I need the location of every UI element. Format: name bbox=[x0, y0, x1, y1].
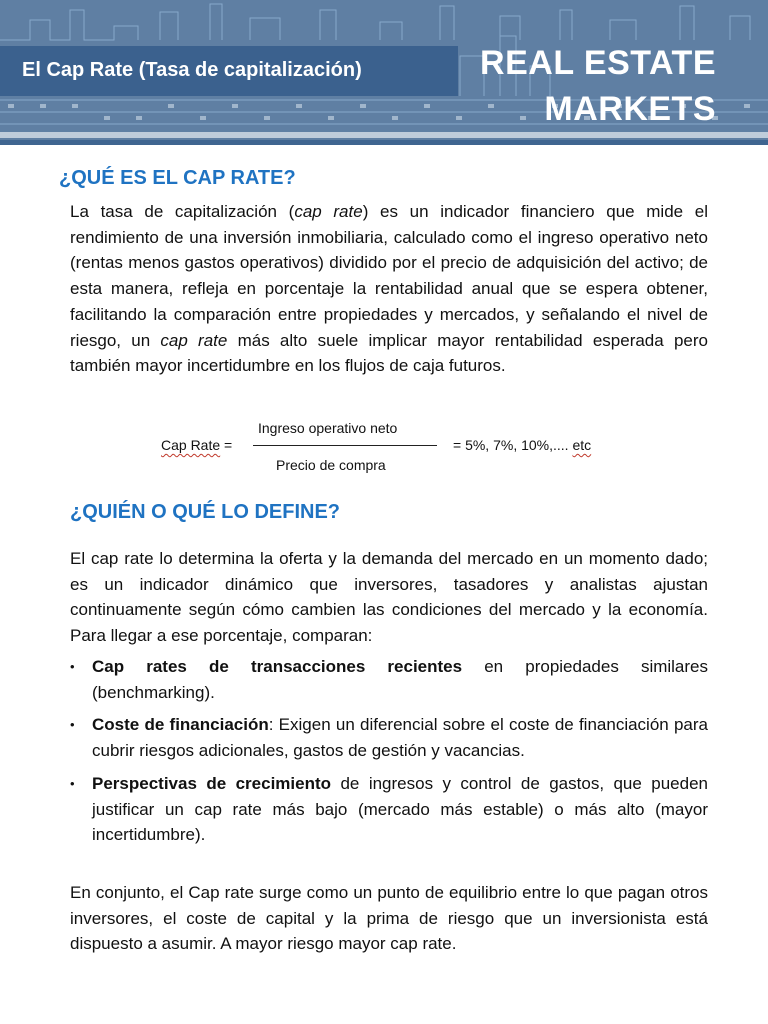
formula-denominator: Precio de compra bbox=[276, 457, 386, 473]
brand-line-2: MARKETS bbox=[544, 90, 716, 128]
paragraph-intro: El cap rate lo determina la oferta y la demanda del mercado en un momento dado; es un indicador dinámico que inversores, tasadores y analistas ajustan continuamente según cómo cambien las condiciones del mercado y la economía. Para llegar a ese porcentaje, comparan: bbox=[70, 549, 708, 646]
text-run: más alto suele implicar mayor rentabilidad esperada pero también mayor incertidumbre en los flujos de caja futuros. bbox=[70, 330, 708, 376]
list-item-text: de ingresos y control de gastos, que pueden justificar un cap rate más bajo (mercado más estable) o más alto (mayor incertidumbre). bbox=[92, 773, 708, 845]
section-heading-what-is: ¿QUÉ ES EL CAP RATE? bbox=[59, 167, 296, 189]
bullet-icon: • bbox=[70, 659, 75, 674]
cap-rate-formula bbox=[0, 415, 768, 479]
factor-list bbox=[70, 654, 708, 855]
brand-line-1: REAL ESTATE bbox=[480, 44, 716, 82]
section-heading-who-defines: ¿QUIÉN O QUÉ LO DEFINE? bbox=[70, 501, 341, 523]
list-item-text: en propiedades similares (benchmarking). bbox=[92, 657, 709, 702]
formula-result-etc: etc bbox=[572, 437, 592, 453]
header-banner bbox=[0, 0, 768, 145]
list-item-text: : Exigen un diferencial sobre el coste de financiación para cubrir riesgos adicionales, gastos de gestión y vacancias. bbox=[92, 715, 708, 761]
list-item bbox=[70, 654, 708, 705]
brand-logo-text bbox=[480, 40, 716, 132]
bullet-icon: • bbox=[70, 775, 75, 791]
formula-label-term: Cap Rate bbox=[161, 437, 221, 453]
emphasis-cap-rate: cap rate bbox=[160, 330, 228, 350]
formula-result-values: = 5%, 7%, 10%,.... bbox=[453, 437, 573, 453]
formula-result bbox=[453, 437, 591, 453]
emphasis-cap-rate: cap rate bbox=[294, 202, 363, 221]
formula-numerator: Ingreso operativo neto bbox=[258, 420, 398, 436]
document-title: El Cap Rate (Tasa de capitalización) bbox=[22, 59, 362, 81]
list-item bbox=[70, 712, 708, 763]
fraction-bar bbox=[253, 445, 437, 446]
text-run: La tasa de capitalización ( bbox=[70, 202, 295, 221]
list-item-bold: Coste de financiación bbox=[92, 715, 269, 735]
formula-equals: = bbox=[220, 437, 233, 453]
bullet-icon: • bbox=[70, 717, 75, 733]
paragraph-definition bbox=[70, 199, 708, 379]
text-run: ) es un indicador financiero que mide el rendimiento de una inversión inmobiliaria, calculado como el ingreso operativo neto (rentas menos gastos operativos) dividido por el precio de adquisición del activo; de esta manera, refleja en porcentaje la rentabilidad anual que se espera obtener, facilitando la comparación entre propiedades y mercados, y señalando el nivel de riesgo, un bbox=[70, 202, 709, 350]
paragraph-conclusion: En conjunto, el Cap rate surge como un punto de equilibrio entre lo que pagan otros inversores, el coste de capital y la prima de riesgo que un inversionista está dispuesto a asumir. A mayor riesgo mayor cap rate. bbox=[70, 883, 708, 954]
formula-label bbox=[161, 437, 232, 453]
list-item-bold: Cap rates de transacciones recientes bbox=[92, 657, 463, 676]
list-item bbox=[70, 771, 708, 848]
list-item-bold: Perspectivas de crecimiento bbox=[92, 773, 332, 793]
